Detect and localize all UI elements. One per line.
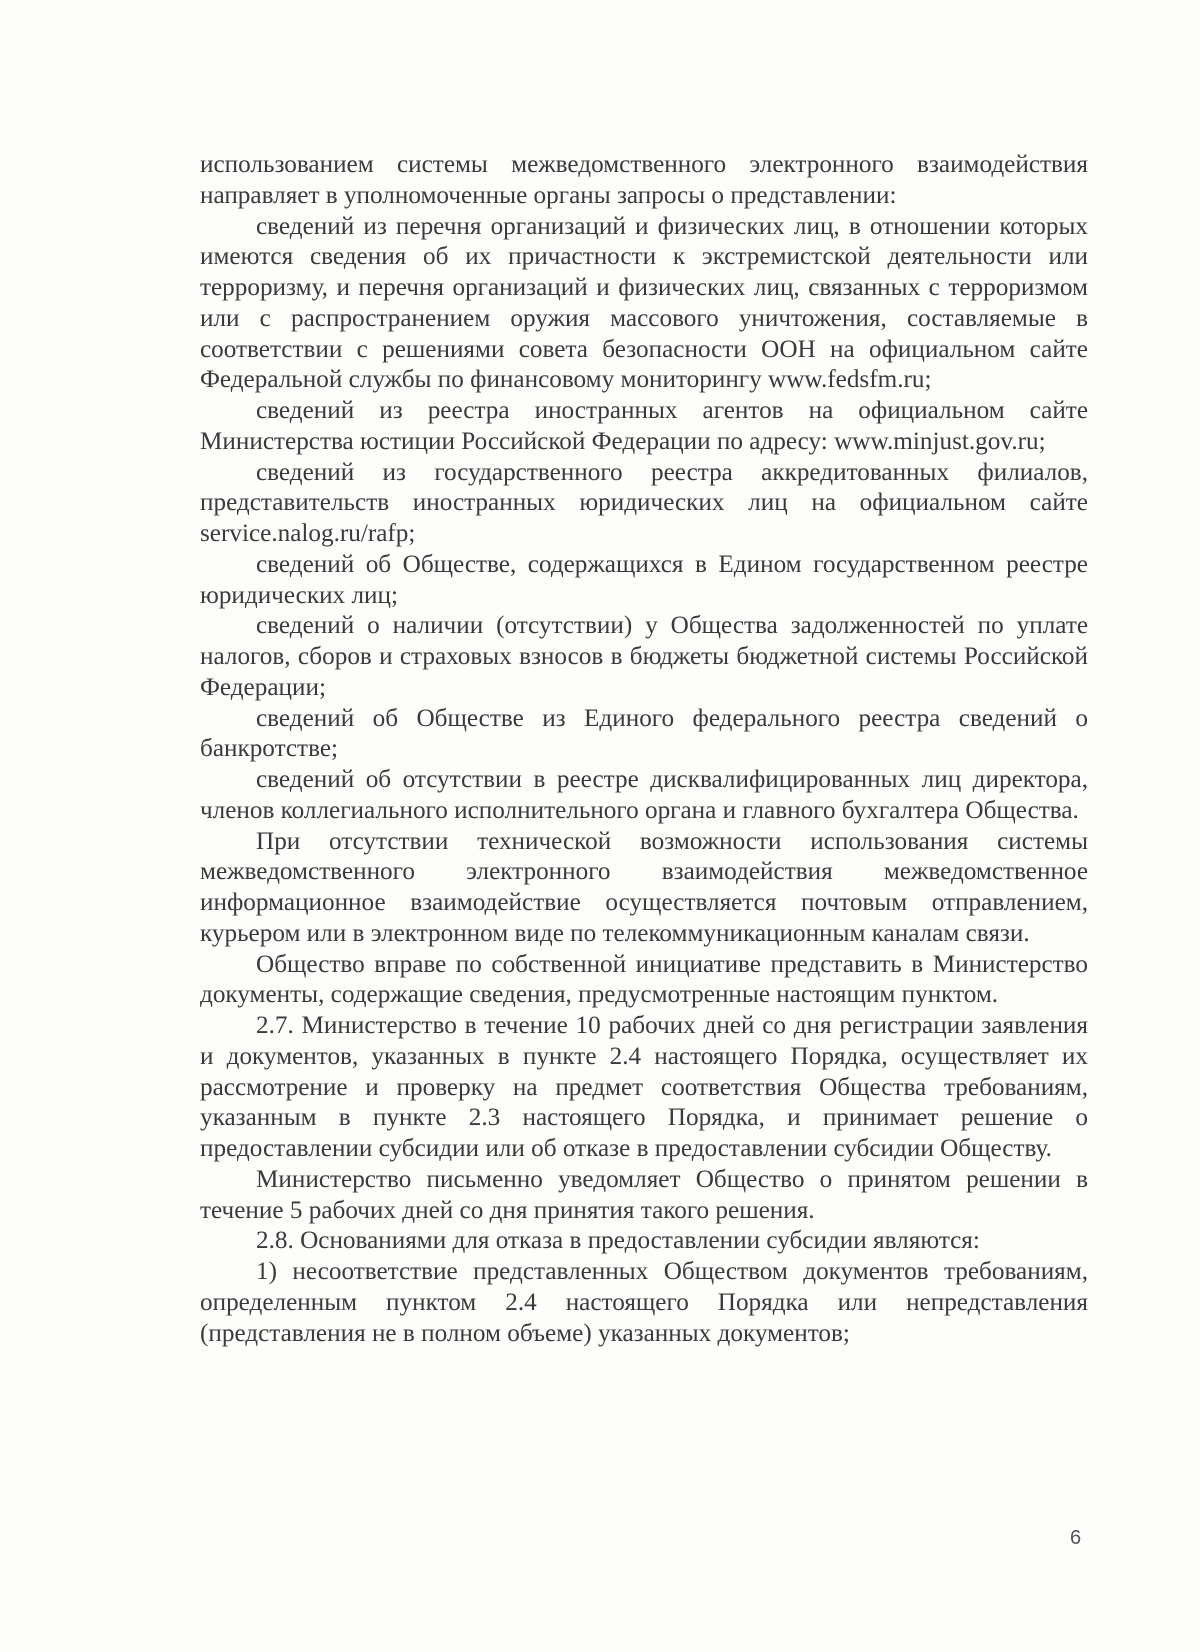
paragraph-tax-debts: сведений о наличии (отсутствии) у Общества задолженностей по уплате налогов, сборов и страховых взносов в бюджеты бюджетной системы Российской Федерации; xyxy=(200,612,1088,701)
paragraph-own-initiative: Общество вправе по собственной инициативе представить в Министерство документы, содержащие сведения, предусмотренные настоящим пунктом. xyxy=(200,950,1088,1009)
page-number: 6 xyxy=(1070,1527,1082,1549)
paragraph-branches-registry: сведений из государственного реестра аккредитованных филиалов, представительств иностранных юридических лиц на официальном сайте service.nalog.ru/rafp; xyxy=(200,458,1088,547)
paragraph-foreign-agents: сведений из реестра иностранных агентов на официальном сайте Министерства юстиции Российской Федерации по адресу: www.minjust.gov.ru; xyxy=(200,397,1088,455)
paragraph-disqualified: сведений об отсутствии в реестре дисквалифицированных лиц директора, членов коллегиального исполнительного органа и главного бухгалтера Общества. xyxy=(200,766,1088,824)
paragraph-fedsfm: сведений из перечня организаций и физических лиц, в отношении которых имеются сведения об их причастности к экстремистской деятельности или терроризму, и перечня организаций и физических лиц, связанных с терроризмом или с распространением оружия массового уничтожения, составляемые в соответствии с решениями совета безопасности ООН на официальном сайте Федеральной службы по финансовому мониторингу www.fedsfm.ru; xyxy=(200,212,1088,394)
paragraph-continuation: использованием системы межведомственного электронного взаимодействия направляет в уполномоченные органы запросы о представлении: xyxy=(200,151,1088,209)
paragraph-2-8: 2.8. Основаниями для отказа в предоставлении субсидии являются: xyxy=(256,1227,980,1255)
paragraph-egrul: сведений об Обществе, содержащихся в Едином государственном реестре юридических лиц; xyxy=(200,550,1088,609)
paragraph-notification: Министерство письменно уведомляет Общество о принятом решении в течение 5 рабочих дней со дня принятия такого решения. xyxy=(200,1165,1088,1224)
paragraph-refusal-reason-1: 1) несоответствие представленных Обществом документов требованиям, определенным пунктом 2.4 настоящего Порядка или непредставления (представления не в полном объеме) указанных документов; xyxy=(200,1258,1088,1347)
paragraph-bankruptcy: сведений об Обществе из Единого федерального реестра сведений о банкротстве; xyxy=(200,704,1088,763)
paragraph-2-7: 2.7. Министерство в течение 10 рабочих дней со дня регистрации заявления и документов, указанных в пункте 2.4 настоящего Порядка, осуществляет их рассмотрение и проверку на предмет соответствия Общества требованиям, указанным в пункте 2.3 настоящего Порядка, и принимает решение о предоставлении субсидии или об отказе в предоставлении субсидии Обществу. xyxy=(200,1012,1088,1162)
document-body xyxy=(200,150,1088,1349)
paragraph-no-technical-possibility: При отсутствии технической возможности использования системы межведомственного электронного взаимодействия межведомственное информационное взаимодействие осуществляется почтовым отправлением, курьером или в электронном виде по телекоммуникационным каналам связи. xyxy=(200,827,1088,947)
